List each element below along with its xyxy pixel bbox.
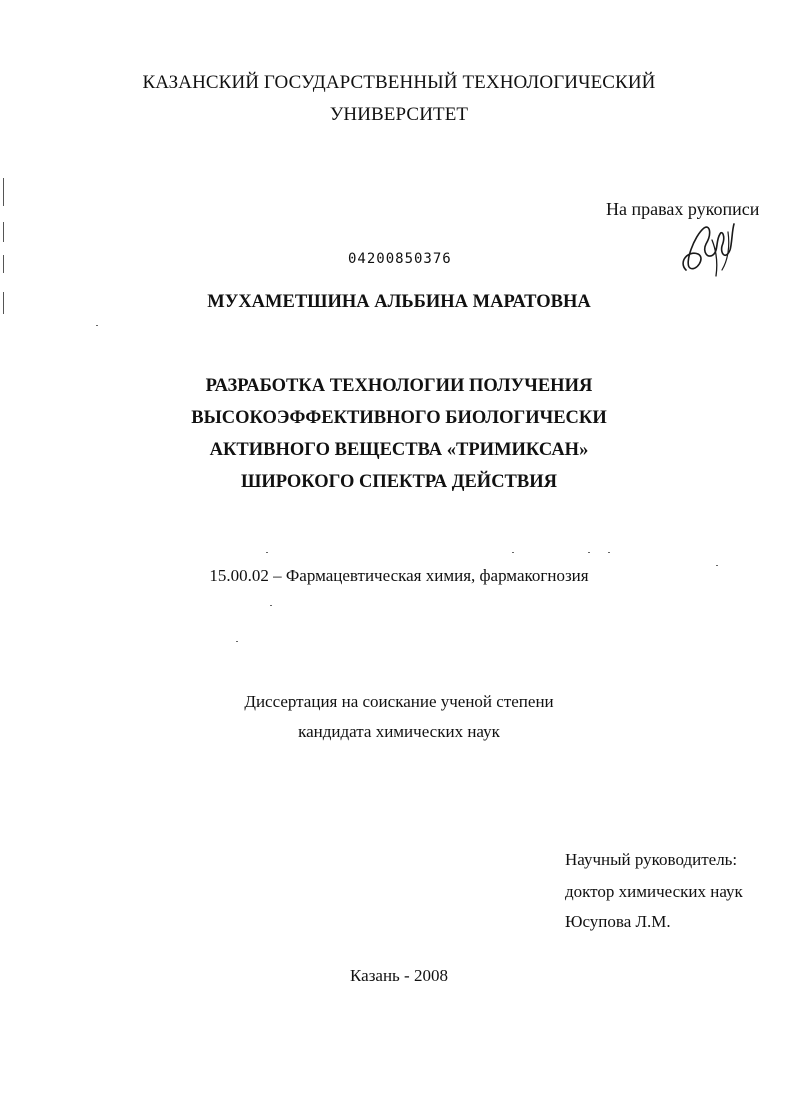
scan-margin-mark bbox=[3, 255, 4, 273]
author-name: МУХАМЕТШИНА АЛЬБИНА МАРАТОВНА bbox=[207, 292, 591, 312]
scan-speck bbox=[96, 325, 98, 326]
scan-speck bbox=[512, 552, 514, 553]
supervisor-name: Юсупова Л.М. bbox=[565, 912, 671, 931]
dissertation-title-line2: ВЫСОКОЭФФЕКТИВНОГО БИОЛОГИЧЕСКИ bbox=[191, 408, 607, 428]
specialty-code: 15.00.02 – Фармацевтическая химия, фармакогнозия bbox=[209, 566, 589, 585]
inventory-number: 04200850376 bbox=[348, 251, 452, 267]
scan-margin-mark bbox=[3, 178, 4, 206]
supervisor-label: Научный руководитель: bbox=[565, 850, 738, 869]
dissertation-title-line4: ШИРОКОГО СПЕКТРА ДЕЙСТВИЯ bbox=[241, 472, 557, 492]
signature-icon bbox=[672, 210, 744, 282]
scan-speck bbox=[266, 552, 268, 553]
degree-statement-line2: кандидата химических наук bbox=[298, 722, 500, 741]
dissertation-title-line3: АКТИВНОГО ВЕЩЕСТВА «ТРИМИКСАН» bbox=[209, 440, 589, 460]
copyright-note: На правах рукописи bbox=[606, 199, 760, 219]
scan-speck bbox=[236, 641, 238, 642]
scan-speck bbox=[608, 552, 610, 553]
scan-margin-mark bbox=[3, 222, 4, 242]
dissertation-title-line1: РАЗРАБОТКА ТЕХНОЛОГИИ ПОЛУЧЕНИЯ bbox=[205, 376, 593, 396]
degree-statement-line1: Диссертация на соискание ученой степени bbox=[244, 692, 554, 711]
scan-speck bbox=[270, 605, 272, 606]
supervisor-degree: доктор химических наук bbox=[565, 882, 743, 901]
city-year: Казань - 2008 bbox=[350, 966, 448, 985]
university-name-line1: КАЗАНСКИЙ ГОСУДАРСТВЕННЫЙ ТЕХНОЛОГИЧЕСКИЙ bbox=[142, 72, 656, 93]
scan-speck bbox=[588, 552, 590, 553]
university-name-line2: УНИВЕРСИТЕТ bbox=[329, 104, 469, 125]
